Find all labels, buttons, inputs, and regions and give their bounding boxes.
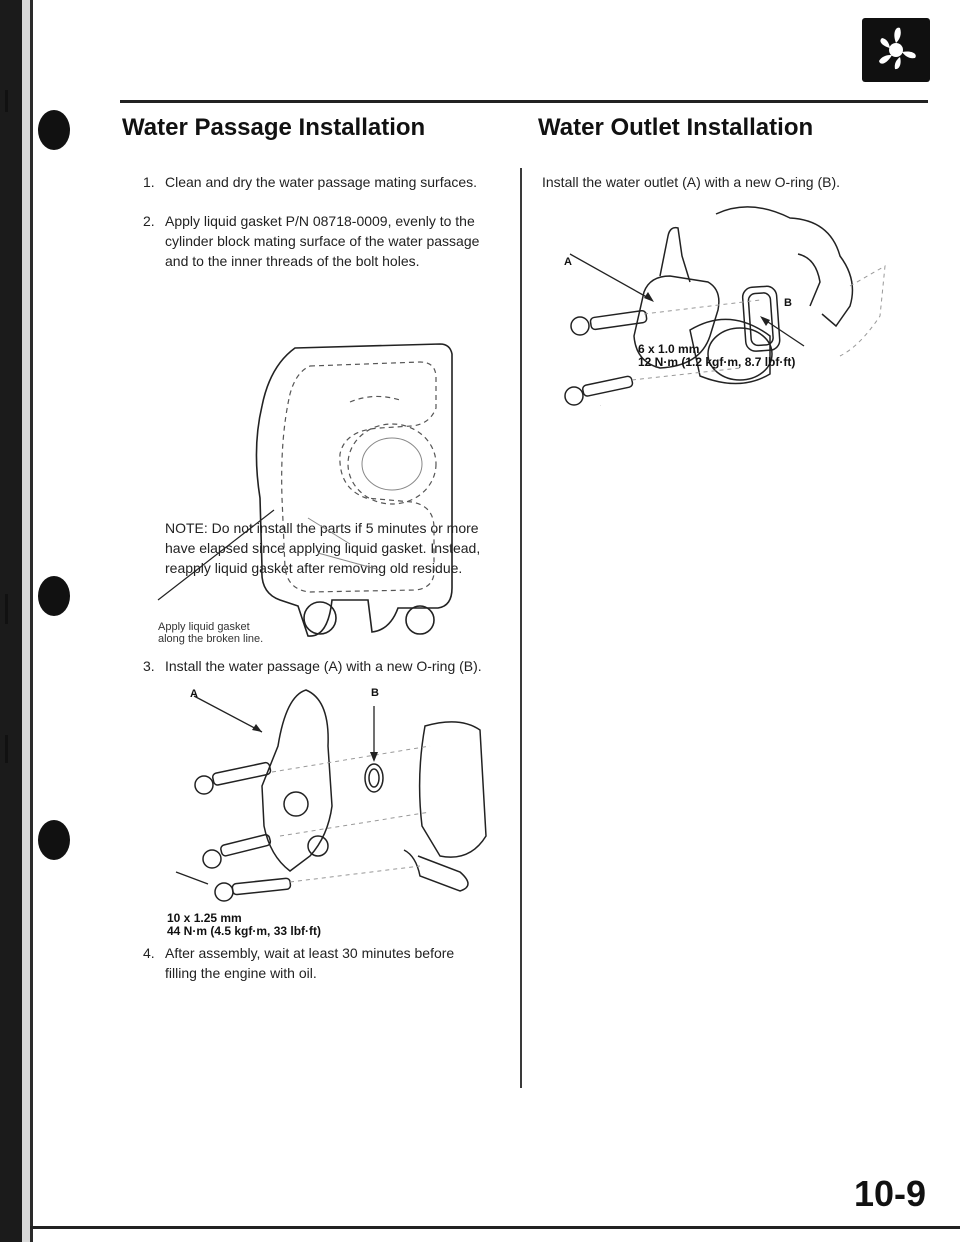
step-text: cylinder block mating surface of the water passage [165,233,480,249]
binding-tick [5,90,8,112]
gasket-label-line: along the broken line. [158,633,264,645]
step-number: 2. [143,213,155,229]
bolt-torque: 44 N·m (4.5 kgf·m, 33 lbf·ft) [167,924,322,938]
callout-a: A [190,688,198,700]
step-text: Clean and dry the water passage mating surfaces. [165,174,478,190]
gasket-label-line: Apply liquid gasket [158,621,250,633]
step-number: 4. [143,945,155,961]
section-marker [38,110,70,150]
step-4 [143,943,510,983]
bolt-size: 6 x 1.0 mm [638,342,700,356]
step-1 [143,172,510,192]
binding-edge [30,0,33,1242]
step-2 [143,211,510,271]
water-passage-diagram [160,686,500,911]
section-marker [38,576,70,616]
section-title-water-passage: Water Passage Installation [122,114,426,141]
column-divider [520,168,522,1088]
callout-b-outlet: B [784,297,792,309]
callout-a-outlet: A [564,256,572,268]
step-text: and to the inner threads of the bolt holes. [165,253,420,269]
step-text: filling the engine with oil. [165,965,317,981]
water-outlet-diagram [540,196,910,406]
binding-tick [5,594,8,624]
note-line: NOTE: Do not install the parts if 5 minutes or more [165,520,479,536]
bolt-size: 10 x 1.25 mm [167,911,242,925]
bottom-rule [30,1226,960,1229]
instruction-text: Install the water outlet (A) with a new O-ring (B). [542,174,840,190]
bolt-torque: 12 N·m (1.2 kgf·m, 8.7 lbf·ft) [638,355,796,369]
note-line: reapply liquid gasket after removing old residue. [165,560,463,576]
step-3 [143,656,510,676]
step-text: Install the water passage (A) with a new O-ring (B). [165,658,482,674]
step-number: 3. [143,658,155,674]
bolt-spec-right [638,343,795,369]
binding-tick [5,735,8,763]
bolt-spec-left [167,912,321,938]
binding-strip [0,0,22,1242]
cooling-fan-icon [862,18,930,82]
step-text: Apply liquid gasket P/N 08718-0009, evenly to the [165,213,475,229]
binding-gap [22,0,30,1242]
note-line: have elapsed since applying liquid gasket. Instead, [165,540,481,556]
outlet-instruction [542,172,932,192]
page-number: 10-9 [854,1173,927,1214]
section-marker [38,820,70,860]
section-title-water-outlet: Water Outlet Installation [538,114,814,141]
step-text: After assembly, wait at least 30 minutes before [165,945,455,961]
gasket-label [158,621,263,645]
gasket-diagram [150,338,510,648]
step-number: 1. [143,174,155,190]
header-rule [120,100,928,103]
callout-b: B [371,687,379,699]
